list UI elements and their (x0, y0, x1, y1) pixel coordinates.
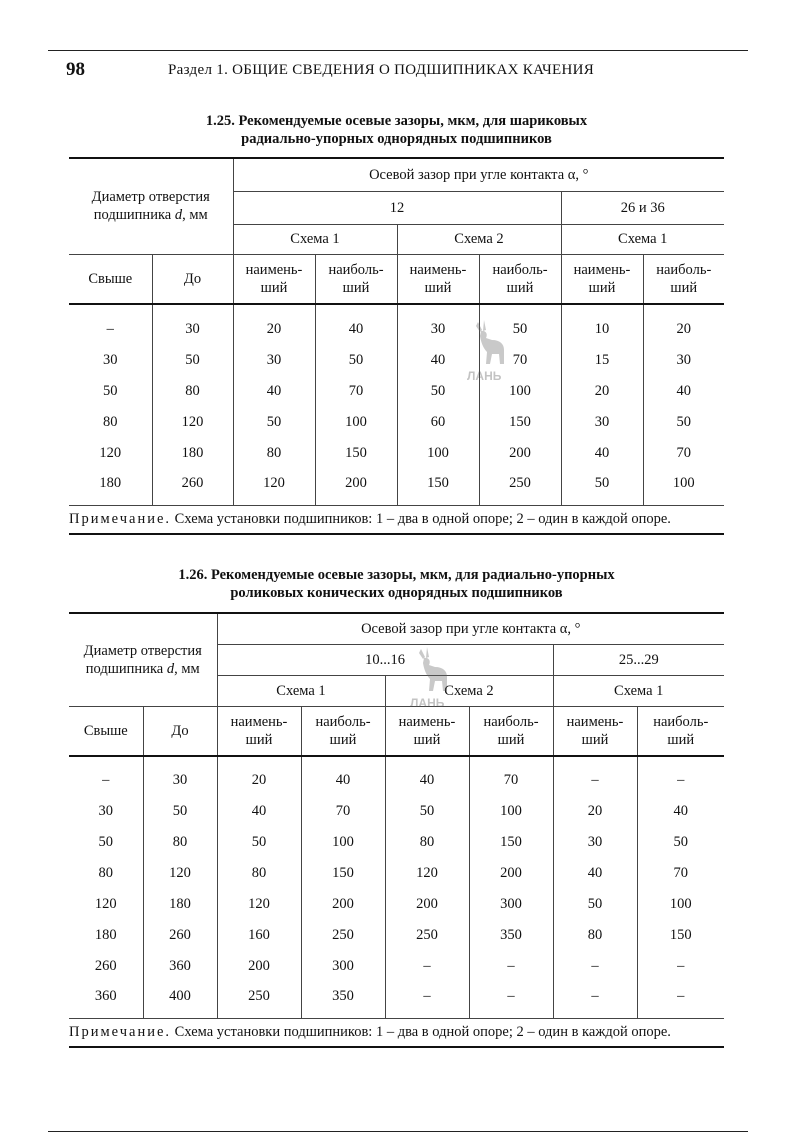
watermark (405, 645, 457, 716)
table-cell: 80 (385, 826, 469, 857)
column-header-min: наимень- ший (561, 254, 643, 304)
column-header-max: наиболь- ший (315, 254, 397, 304)
table-cell: – (553, 981, 637, 1018)
table-row (69, 437, 724, 468)
column-header-max: наиболь- ший (301, 706, 385, 756)
deer-logo-icon (405, 645, 457, 711)
table-cell: 50 (217, 826, 301, 857)
table-cell: 70 (676, 444, 691, 461)
table-cell: 200 (385, 888, 469, 919)
table-cell: 50 (69, 826, 143, 857)
column-header-over: Свыше (69, 706, 143, 756)
table-cell: 10 (561, 304, 643, 344)
contact-angle-header: 26 и 36 (561, 191, 724, 224)
table-cell: 180 (152, 437, 233, 468)
contact-angle-header: 12 (233, 191, 561, 224)
table-cell: 150 (669, 926, 692, 943)
table-row (69, 468, 724, 505)
column-header-max: наиболь- ший (643, 254, 724, 304)
table-cell: 120 (69, 888, 143, 919)
table-cell: 30 (152, 304, 233, 344)
table-cell: 360 (143, 950, 217, 981)
table-cell: 50 (673, 833, 688, 850)
table-cell: 80 (233, 437, 315, 468)
table-cell: 120 (69, 437, 152, 468)
table-cell: 70 (315, 375, 397, 406)
table-note (69, 1018, 724, 1047)
table-cell: 200 (217, 950, 301, 981)
note-label: Примечание. (69, 1023, 172, 1040)
column-header-min: наимень- ший (385, 706, 469, 756)
contact-angle-header: 10...16 (217, 644, 553, 675)
axial-clearance-header: Осевой зазор при угле контакта α, ° (217, 613, 724, 644)
table-cell: 260 (143, 919, 217, 950)
table-cell: 350 (469, 919, 553, 950)
table-cell: 40 (301, 756, 385, 795)
table-row (69, 826, 724, 857)
scheme-header: Схема 2 (385, 675, 553, 706)
table-cell: 30 (397, 304, 479, 344)
contact-angle-header: 25...29 (553, 644, 724, 675)
axial-clearance-header: Осевой зазор при угле контакта α, ° (233, 158, 724, 191)
table-cell: – (385, 981, 469, 1018)
table-cell: 300 (469, 888, 553, 919)
table-cell: 200 (315, 468, 397, 505)
column-header-min: наимень- ший (217, 706, 301, 756)
table-cell: 70 (301, 795, 385, 826)
column-header-max: наиболь- ший (469, 706, 553, 756)
scheme-header: Схема 1 (233, 224, 397, 254)
table-cell: – (677, 772, 685, 788)
table-row (69, 304, 724, 344)
table-cell: 50 (152, 344, 233, 375)
table-cell: 40 (561, 437, 643, 468)
table-cell: 30 (561, 406, 643, 437)
scheme-header: Схема 1 (561, 224, 724, 254)
column-header-max: наиболь- ший (637, 706, 724, 756)
table-cell: 50 (143, 795, 217, 826)
table-cell: 50 (233, 406, 315, 437)
note-text: Схема установки подшипников: 1 – два в одной опоре; 2 – один в каждой опоре. (171, 510, 671, 527)
table-cell: 30 (676, 351, 691, 368)
table-row (69, 950, 724, 981)
table-cell: – (553, 756, 637, 795)
table-cell: 20 (676, 321, 691, 337)
table-cell: 20 (553, 795, 637, 826)
table-cell: 30 (69, 795, 143, 826)
table-cell: 100 (469, 795, 553, 826)
table-cell: 260 (69, 950, 143, 981)
table-cell: 150 (397, 468, 479, 505)
scheme-header: Схема 2 (397, 224, 561, 254)
table-cell: 50 (315, 344, 397, 375)
table-cell: 40 (385, 756, 469, 795)
table-cell: 120 (217, 888, 301, 919)
table-title-line: роликовых конических однорядных подшипников (230, 585, 563, 601)
table-cell: 80 (69, 857, 143, 888)
table-cell: 180 (143, 888, 217, 919)
table-cell: 70 (479, 344, 561, 375)
running-head: Раздел 1. ОБЩИЕ СВЕДЕНИЯ О ПОДШИПНИКАХ КАЧЕНИЯ (168, 62, 595, 78)
table-cell: 100 (315, 406, 397, 437)
table-cell: 300 (301, 950, 385, 981)
scheme-header: Схема 1 (553, 675, 724, 706)
table-cell: 20 (217, 756, 301, 795)
table-cell: – (69, 304, 152, 344)
table-cell: 20 (561, 375, 643, 406)
table-cell: 80 (69, 406, 152, 437)
table-cell: 360 (69, 981, 143, 1018)
table-cell: 200 (479, 437, 561, 468)
table-cell: 120 (233, 468, 315, 505)
table-cell: 150 (479, 406, 561, 437)
table-note (69, 505, 724, 534)
table-title-line: 1.25. Рекомендуемые осевые зазоры, мкм, для шариковых (205, 113, 588, 129)
table-cell: 260 (152, 468, 233, 505)
table-cell: 50 (676, 413, 691, 430)
note-text: Схема установки подшипников: 1 – два в одной опоре; 2 – один в каждой опоре. (171, 1023, 671, 1040)
table-cell: 150 (315, 437, 397, 468)
table-cell: 50 (553, 888, 637, 919)
axial-clearance-table-roller (69, 612, 724, 1048)
column-header-min: наимень- ший (397, 254, 479, 304)
table-cell: 100 (479, 375, 561, 406)
table-cell: 120 (152, 406, 233, 437)
table-cell: 200 (469, 857, 553, 888)
table-cell: 250 (301, 919, 385, 950)
column-header-to: До (152, 254, 233, 304)
table-row (69, 981, 724, 1018)
table-title-line: радиально-упорных однорядных подшипников (241, 131, 552, 147)
table-cell: – (637, 981, 724, 1018)
table-cell: 40 (397, 344, 479, 375)
column-header-over: Свыше (69, 254, 152, 304)
deer-logo-icon (462, 318, 514, 384)
table-cell: 250 (479, 468, 561, 505)
table-cell: 80 (217, 857, 301, 888)
table-cell: 40 (315, 304, 397, 344)
header-rule (48, 50, 748, 51)
table-cell: 70 (469, 756, 553, 795)
table-cell: 40 (233, 375, 315, 406)
footer-rule (48, 1131, 748, 1132)
table-cell: 120 (385, 857, 469, 888)
table-cell: – (469, 981, 553, 1018)
table-cell: 30 (69, 344, 152, 375)
axial-clearance-table-ball (69, 157, 724, 535)
table-cell: – (385, 950, 469, 981)
table-cell: 150 (469, 826, 553, 857)
table-row (69, 756, 724, 795)
table-cell: 120 (143, 857, 217, 888)
table-cell: – (469, 950, 553, 981)
table-row (69, 375, 724, 406)
column-header-to: До (143, 706, 217, 756)
table-cell: 70 (673, 864, 688, 881)
table-cell: 100 (669, 895, 692, 912)
table-cell: 50 (69, 375, 152, 406)
table-cell: 150 (301, 857, 385, 888)
table-cell: 50 (561, 468, 643, 505)
table-cell: 250 (217, 981, 301, 1018)
scheme-header: Схема 1 (217, 675, 385, 706)
table-row (69, 919, 724, 950)
table-cell: 100 (643, 468, 724, 505)
watermark-text: ЛАНЬ (467, 369, 502, 383)
diameter-header: Диаметр отверстия подшипника d, мм (69, 613, 217, 706)
table-cell: 250 (385, 919, 469, 950)
table-cell: 200 (301, 888, 385, 919)
table-row (69, 406, 724, 437)
watermark (462, 318, 514, 389)
table-cell: – (677, 957, 685, 974)
table-cell: 80 (553, 919, 637, 950)
table-cell: 100 (397, 437, 479, 468)
table-cell: 80 (143, 826, 217, 857)
column-header-max: наиболь- ший (479, 254, 561, 304)
table-cell: 40 (673, 802, 688, 819)
diameter-header: Диаметр отверстия подшипника d, мм (69, 158, 233, 254)
column-header-min: наимень- ший (233, 254, 315, 304)
table-cell: 50 (397, 375, 479, 406)
page-number: 98 (66, 59, 85, 80)
table-cell: 30 (143, 756, 217, 795)
table-cell: 180 (69, 468, 152, 505)
table-cell: 80 (152, 375, 233, 406)
table-cell: 40 (217, 795, 301, 826)
table-row (69, 344, 724, 375)
table-row (69, 795, 724, 826)
table-cell: – (553, 950, 637, 981)
table-cell: 20 (233, 304, 315, 344)
table-cell: 400 (143, 981, 217, 1018)
table-row (69, 857, 724, 888)
watermark-text: ЛАНЬ (410, 696, 445, 710)
note-label: Примечание. (69, 510, 172, 527)
table-cell: 30 (233, 344, 315, 375)
table-cell: 160 (217, 919, 301, 950)
table-cell: 100 (301, 826, 385, 857)
table-title-line: 1.26. Рекомендуемые осевые зазоры, мкм, для радиально-упорных (178, 567, 615, 583)
table-cell: 15 (561, 344, 643, 375)
table-cell: 40 (553, 857, 637, 888)
table-cell: 40 (676, 382, 691, 399)
table-cell: 50 (385, 795, 469, 826)
table-cell: 350 (301, 981, 385, 1018)
table-row (69, 888, 724, 919)
table-cell: 180 (69, 919, 143, 950)
table-title (69, 566, 724, 602)
table-cell: 60 (397, 406, 479, 437)
table-cell: 30 (553, 826, 637, 857)
table-cell: – (69, 756, 143, 795)
table-title (69, 112, 724, 148)
column-header-min: наимень- ший (553, 706, 637, 756)
table-cell: 50 (479, 304, 561, 344)
